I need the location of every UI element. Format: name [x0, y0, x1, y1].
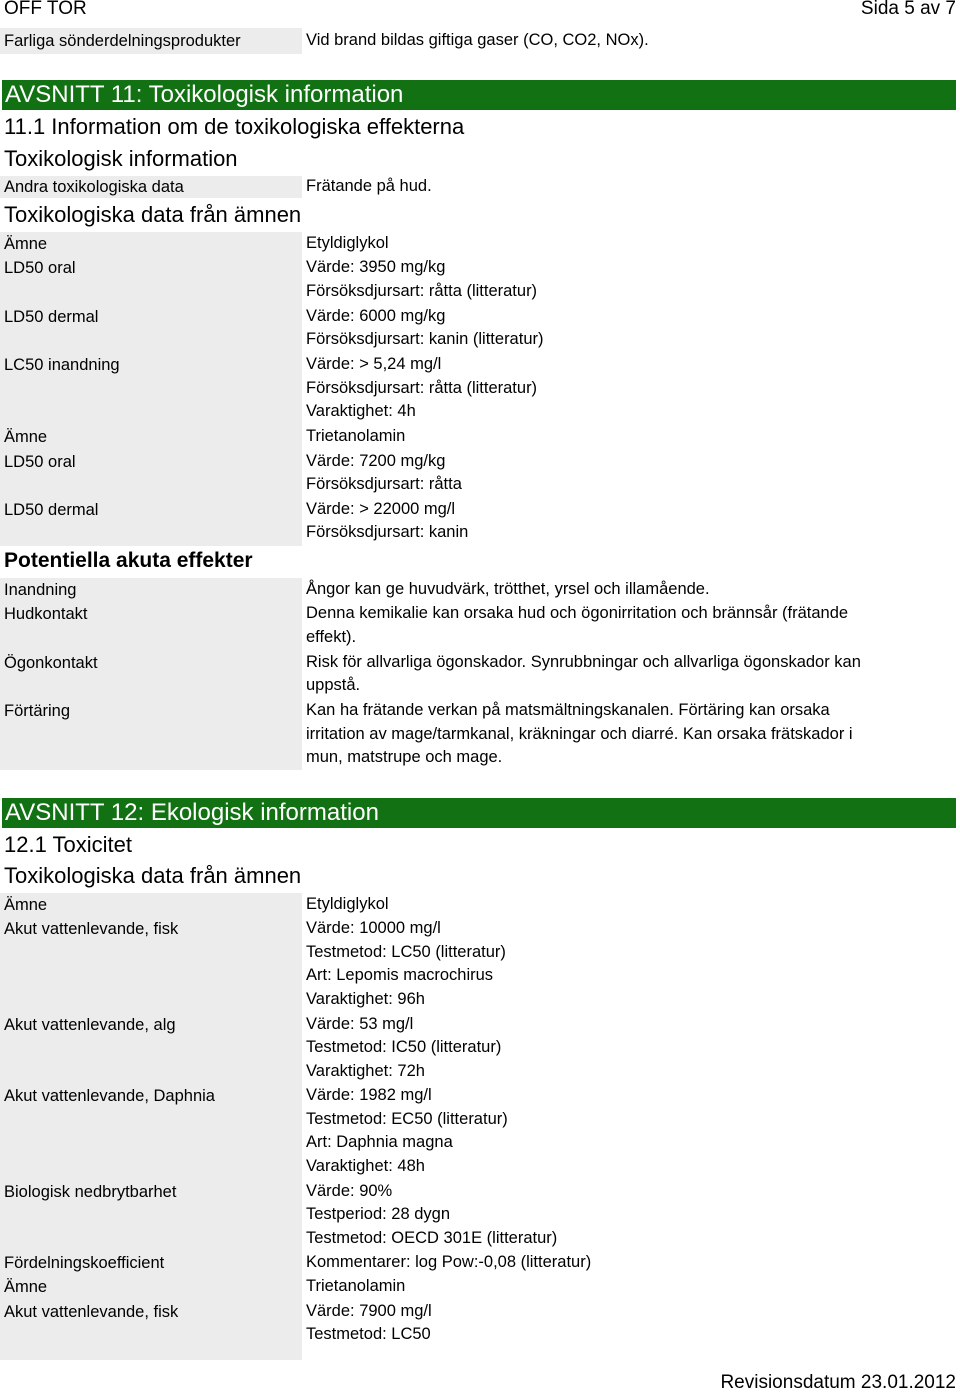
value-line: Varaktighet: 72h — [306, 1061, 425, 1080]
value-line: Värde: 6000 mg/kg — [306, 306, 446, 325]
decomposition-label: Farliga sönderdelningsprodukter — [4, 32, 241, 50]
row-value — [306, 1013, 906, 1084]
value-line: Värde: 1982 mg/l — [306, 1086, 432, 1105]
row-label: Ögonkontakt — [4, 653, 98, 672]
row-value — [306, 1251, 906, 1275]
value-line: Försöksdjursart: råtta — [306, 475, 462, 494]
section-12-subtitle: 12.1 Toxicitet — [4, 832, 133, 857]
value-line: Testmetod: LC50 (litteratur) — [306, 942, 506, 961]
value-line: Värde: 53 mg/l — [306, 1014, 414, 1033]
value-line: Denna kemikalie kan orsaka hud och ögonirritation och brännsår (frätande — [306, 604, 849, 623]
value-line: Värde: 7200 mg/kg — [306, 451, 446, 470]
row-value — [306, 651, 906, 698]
value-line: Trietanolamin — [306, 1277, 406, 1296]
substance-data-heading-12: Toxikologiska data från ämnen — [4, 863, 302, 888]
value-line: uppstå. — [306, 676, 361, 695]
revision-date: Revisionsdatum 23.01.2012 — [720, 1372, 956, 1393]
row-value — [306, 232, 906, 256]
value-line: Varaktighet: 4h — [306, 402, 416, 420]
value-line: Testmetod: LC50 — [306, 1325, 431, 1344]
section-11-subtitle: 11.1 Information om de toxikologiska effekterna — [4, 114, 465, 139]
row-value — [306, 1300, 906, 1347]
acute-effects-heading: Potentiella akuta effekter — [4, 549, 253, 572]
other-tox-label: Andra toxikologiska data — [4, 178, 184, 196]
row-label: Akut vattenlevande, Daphnia — [4, 1087, 215, 1106]
value-line: Art: Lepomis macrochirus — [306, 966, 494, 985]
value-line: Försöksdjursart: kanin — [306, 523, 469, 542]
section-12-bar — [2, 798, 956, 828]
row-value — [306, 1180, 906, 1251]
row-value — [306, 893, 906, 917]
value-line: irritation av mage/tarmkanal, kräkningar och diarré. Kan orsaka frätskador i — [306, 724, 853, 743]
value-line: Varaktighet: 48h — [306, 1156, 425, 1175]
row-label: Ämne — [4, 428, 48, 447]
row-label: LD50 dermal — [4, 307, 99, 326]
tox-info-heading: Toxikologisk information — [4, 146, 238, 171]
row-value — [306, 917, 906, 1011]
other-tox-text: Frätande på hud. — [306, 177, 432, 195]
row-label: Akut vattenlevande, fisk — [4, 1302, 179, 1321]
value-line: Värde: 10000 mg/l — [306, 919, 441, 938]
row-label: Fördelningskoefficient — [4, 1254, 165, 1273]
value-line: Värde: 7900 mg/l — [306, 1301, 432, 1320]
value-line: Värde: > 5,24 mg/l — [306, 355, 442, 373]
section-12-title: AVSNITT 12: Ekologisk information — [5, 799, 379, 826]
value-line: Kommentarer: log Pow:-0,08 (litteratur) — [306, 1253, 592, 1272]
row-label: Ämne — [4, 235, 48, 253]
row-value — [306, 699, 906, 770]
section-11-bar — [2, 80, 956, 110]
value-line: Testmetod: EC50 (litteratur) — [306, 1109, 508, 1128]
value-line: Ångor kan ge huvudvärk, trötthet, yrsel och illamående. — [306, 580, 710, 598]
value-line: Värde: 90% — [306, 1181, 393, 1200]
value-line: Testmetod: OECD 301E (litteratur) — [306, 1228, 558, 1247]
row-label: Akut vattenlevande, fisk — [4, 920, 179, 939]
row-value — [306, 1084, 906, 1178]
row-value — [306, 578, 906, 602]
row-value — [306, 425, 906, 449]
value-line: Etyldiglykol — [306, 895, 389, 913]
section-11-title: AVSNITT 11: Toxikologisk information — [5, 81, 404, 108]
row-value — [306, 602, 906, 649]
row-value — [306, 450, 906, 497]
value-line: effekt). — [306, 627, 357, 646]
row-label: Biologisk nedbrytbarhet — [4, 1182, 177, 1201]
value-line: Kan ha frätande verkan på matsmältningskanalen. Förtäring kan orsaka — [306, 701, 830, 719]
value-line: Art: Daphnia magna — [306, 1133, 453, 1152]
page-number: Sida 5 av 7 — [860, 0, 956, 19]
value-line: mun, matstrupe och mage. — [306, 748, 503, 766]
row-label: Akut vattenlevande, alg — [4, 1015, 176, 1034]
row-label: LC50 inandning — [4, 356, 120, 374]
value-line: Varaktighet: 96h — [306, 989, 425, 1008]
substance-data-heading-11: Toxikologiska data från ämnen — [4, 202, 302, 227]
row-label: LD50 oral — [4, 452, 76, 471]
value-line: Trietanolamin — [306, 427, 406, 446]
value-line: Värde: > 22000 mg/l — [306, 499, 456, 518]
decomposition-value — [306, 29, 906, 53]
value-line: Värde: 3950 mg/kg — [306, 258, 446, 277]
value-line: Försöksdjursart: råtta (litteratur) — [306, 281, 538, 300]
row-value — [306, 256, 906, 303]
value-line: Försöksdjursart: råtta (litteratur) — [306, 378, 538, 397]
row-label: Hudkontakt — [4, 605, 88, 624]
value-line: Etyldiglykol — [306, 234, 389, 252]
company-name: OFF TOR — [4, 0, 87, 19]
value-line: Försöksdjursart: kanin (litteratur) — [306, 330, 544, 349]
row-label: Inandning — [4, 581, 77, 599]
row-label: LD50 dermal — [4, 500, 99, 519]
row-value — [306, 305, 906, 352]
row-label: LD50 oral — [4, 259, 76, 278]
decomposition-text: Vid brand bildas giftiga gaser (CO, CO2, NOx). — [306, 31, 649, 49]
other-tox-value — [306, 175, 906, 199]
value-line: Risk för allvarliga ögonskador. Synrubbningar och allvarliga ögonskador kan — [306, 652, 861, 671]
row-value — [306, 353, 906, 424]
row-value — [306, 498, 906, 545]
value-line: Testperiod: 28 dygn — [306, 1205, 451, 1224]
row-label: Ämne — [4, 1278, 48, 1297]
row-label: Ämne — [4, 896, 48, 914]
row-label: Förtäring — [4, 702, 71, 720]
row-value — [306, 1275, 906, 1299]
value-line: Testmetod: IC50 (litteratur) — [306, 1038, 502, 1057]
